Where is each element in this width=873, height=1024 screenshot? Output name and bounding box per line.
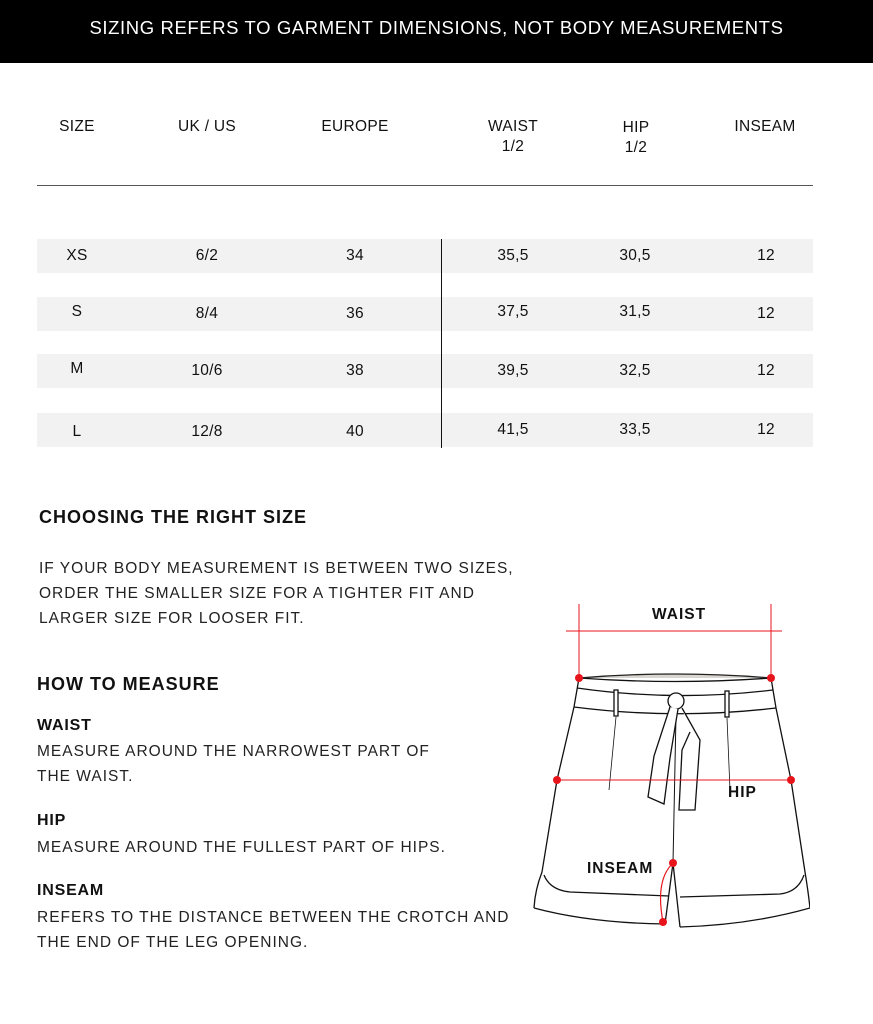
hip-left-point — [553, 776, 561, 784]
header-waist-sub: 1/2 — [501, 138, 525, 155]
cell-hip: 31,5 — [619, 303, 651, 320]
header-size-label: SIZE — [59, 118, 95, 135]
cell-europe: 38 — [346, 362, 364, 379]
cell-inseam: 12 — [757, 247, 775, 264]
header-ukus — [157, 117, 257, 137]
waist-line: THE WAIST. — [37, 768, 134, 785]
choosing-title: CHOOSING THE RIGHT SIZE — [39, 507, 308, 527]
waist-line: MEASURE AROUND THE NARROWEST PART OF — [37, 743, 430, 760]
banner-text: SIZING REFERS TO GARMENT DIMENSIONS, NOT BODY MEASUREMENTS — [89, 17, 784, 38]
how-to-measure-title: HOW TO MEASURE — [37, 674, 220, 694]
sizing-notice-banner — [0, 0, 873, 63]
cell-waist: 39,5 — [497, 362, 529, 379]
header-inseam-label: INSEAM — [734, 118, 796, 135]
inseam-text — [37, 905, 509, 955]
shorts-illustration — [530, 590, 810, 940]
cell-ukus: 12/8 — [191, 423, 223, 440]
waist-text — [37, 739, 430, 789]
header-hip-label: HIP — [622, 119, 650, 136]
cell-hip: 30,5 — [619, 247, 651, 264]
inseam-heading: INSEAM — [37, 882, 105, 899]
cell-inseam: 12 — [757, 362, 775, 379]
cell-hip: 33,5 — [619, 421, 651, 438]
choosing-line: LARGER SIZE FOR LOOSER FIT. — [39, 610, 305, 627]
cell-waist: 41,5 — [497, 421, 529, 438]
cell-size: S — [71, 303, 83, 320]
table-row — [37, 297, 813, 331]
table-row — [37, 413, 813, 447]
cell-waist: 37,5 — [497, 303, 529, 320]
table-row — [37, 354, 813, 388]
column-divider — [441, 239, 442, 448]
diagram-hip-label: HIP — [728, 784, 757, 801]
inseam-bottom-point — [659, 918, 667, 926]
cell-hip: 32,5 — [619, 362, 651, 379]
cell-ukus: 8/4 — [195, 305, 219, 322]
header-divider — [37, 185, 813, 186]
cell-size: XS — [66, 247, 88, 264]
inseam-line: THE END OF THE LEG OPENING. — [37, 934, 309, 951]
hip-heading: HIP — [37, 812, 67, 829]
cell-waist: 35,5 — [497, 247, 529, 264]
cell-size: L — [72, 423, 82, 440]
cell-europe: 36 — [346, 305, 364, 322]
choosing-line: IF YOUR BODY MEASUREMENT IS BETWEEN TWO SIZES, — [39, 560, 514, 577]
header-europe — [305, 117, 405, 137]
header-europe-label: EUROPE — [321, 118, 389, 135]
cell-europe: 40 — [346, 423, 364, 440]
cell-size: M — [70, 360, 84, 377]
cell-ukus: 6/2 — [195, 247, 219, 264]
diagram-inseam-label: INSEAM — [587, 860, 654, 877]
diagram-waist-label: WAIST — [652, 606, 707, 623]
table-row — [37, 239, 813, 273]
inseam-top-point — [669, 859, 677, 867]
shorts-outline — [534, 674, 810, 927]
header-waist — [463, 117, 563, 157]
waist-heading: WAIST — [37, 717, 92, 734]
choosing-text — [39, 556, 514, 631]
choosing-line: ORDER THE SMALLER SIZE FOR A TIGHTER FIT AND — [39, 585, 475, 602]
header-hip — [586, 118, 686, 158]
hip-text — [37, 835, 446, 860]
shorts-measurement-diagram — [530, 590, 810, 940]
cell-inseam: 12 — [757, 421, 775, 438]
header-hip-sub: 1/2 — [624, 139, 648, 156]
header-ukus-label: UK / US — [177, 118, 237, 135]
cell-ukus: 10/6 — [191, 362, 223, 379]
header-waist-label: WAIST — [487, 118, 538, 135]
cell-inseam: 12 — [757, 305, 775, 322]
header-size — [37, 117, 117, 137]
waist-right-point — [767, 674, 775, 682]
hip-right-point — [787, 776, 795, 784]
inseam-line: REFERS TO THE DISTANCE BETWEEN THE CROTCH AND — [37, 909, 510, 926]
hip-line: MEASURE AROUND THE FULLEST PART OF HIPS. — [37, 839, 446, 856]
cell-europe: 34 — [346, 247, 364, 264]
header-inseam — [715, 117, 815, 137]
waist-left-point — [575, 674, 583, 682]
